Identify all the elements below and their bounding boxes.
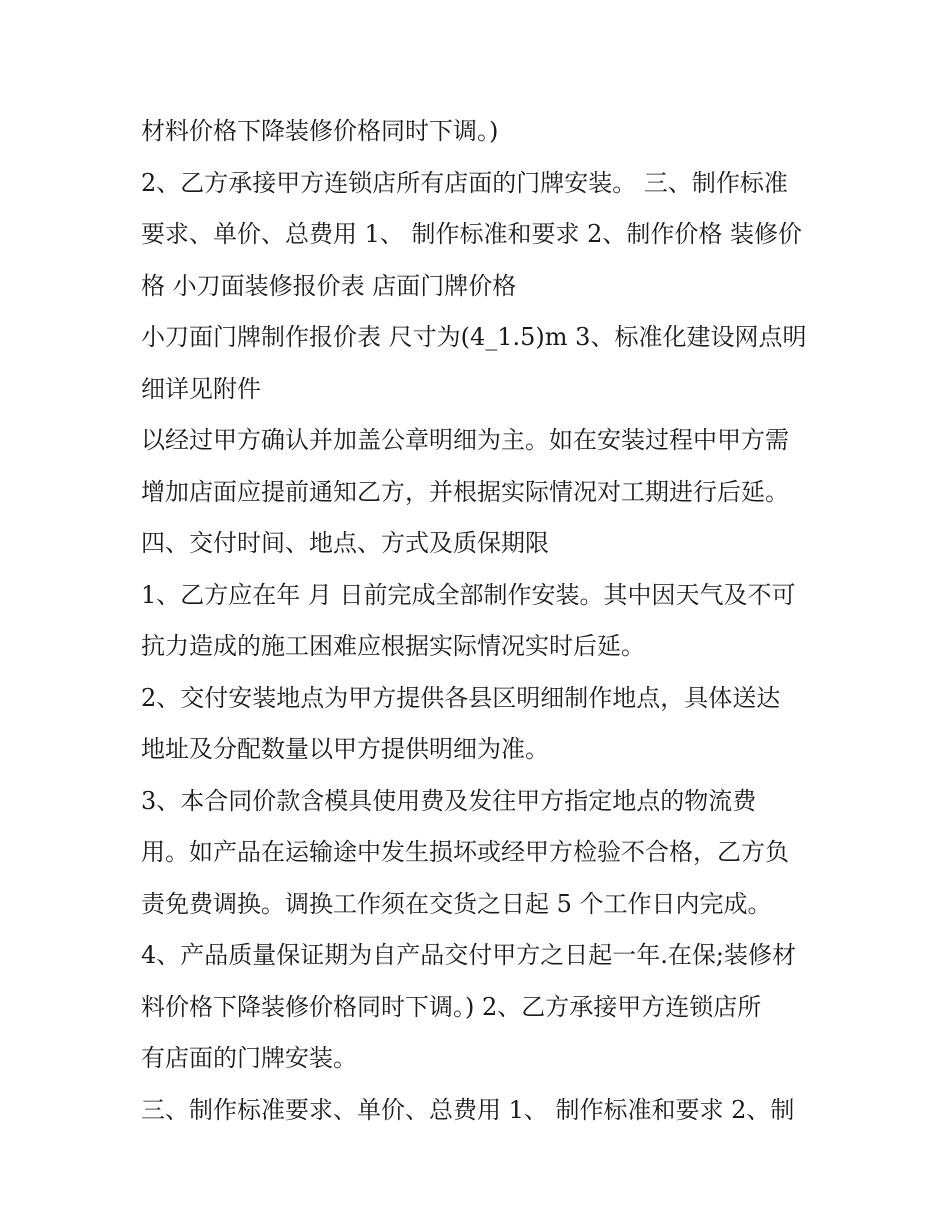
section-heading: 三、制作标准要求、单价、总费用 1、 制作标准和要求 2、制 (141, 1095, 795, 1124)
section-heading: 四、交付时间、地点、方式及质保期限 (141, 529, 549, 557)
text-line: 2、乙方承接甲方连锁店所有店面的门牌安装。 三、制作标准 (141, 168, 788, 197)
text-line: 2、交付安装地点为甲方提供各县区明细制作地点，具体送达 (141, 683, 781, 712)
text-line: 小刀面门牌制作报价表 尺寸为(4_1.5)m 3、标准化建设网点明 (141, 323, 807, 351)
text-line: 有店面的门牌安装。 (141, 1044, 357, 1072)
text-line: 地址及分配数量以甲方提供明细为准。 (141, 735, 549, 763)
text-line: 格 小刀面装修报价表 店面门牌价格 (141, 271, 517, 300)
document-body (141, 106, 821, 1136)
text-line: 1、乙方应在年 月 日前完成全部制作安装。其中因天气及不可 (141, 580, 796, 609)
text-line: 以经过甲方确认并加盖公章明细为主。如在安装过程中甲方需 (141, 426, 789, 454)
text-line: 要求、单价、总费用 1、 制作标准和要求 2、制作价格 装修价 (141, 220, 803, 248)
text-line: 细详见附件 (141, 374, 261, 403)
text-line: 用。如产品在运输途中发生损坏或经甲方检验不合格，乙方负 (141, 838, 789, 866)
text-line: 材料价格下降装修价格同时下调。) (141, 117, 499, 145)
text-line: 3、本合同价款含模具使用费及发往甲方指定地点的物流费 (141, 786, 757, 815)
text-line: 抗力造成的施工困难应根据实际情况实时后延。 (141, 632, 645, 660)
text-line: 料价格下降装修价格同时下调。) 2、乙方承接甲方连锁店所 (141, 992, 762, 1021)
text-line: 4、产品质量保证期为自产品交付甲方之日起一年.在保;装修材 (141, 941, 796, 969)
text-line: 责免费调换。调换工作须在交货之日起 5 个工作日内完成。 (141, 889, 772, 918)
text-line: 增加店面应提前通知乙方，并根据实际情况对工期进行后延。 (141, 477, 789, 506)
